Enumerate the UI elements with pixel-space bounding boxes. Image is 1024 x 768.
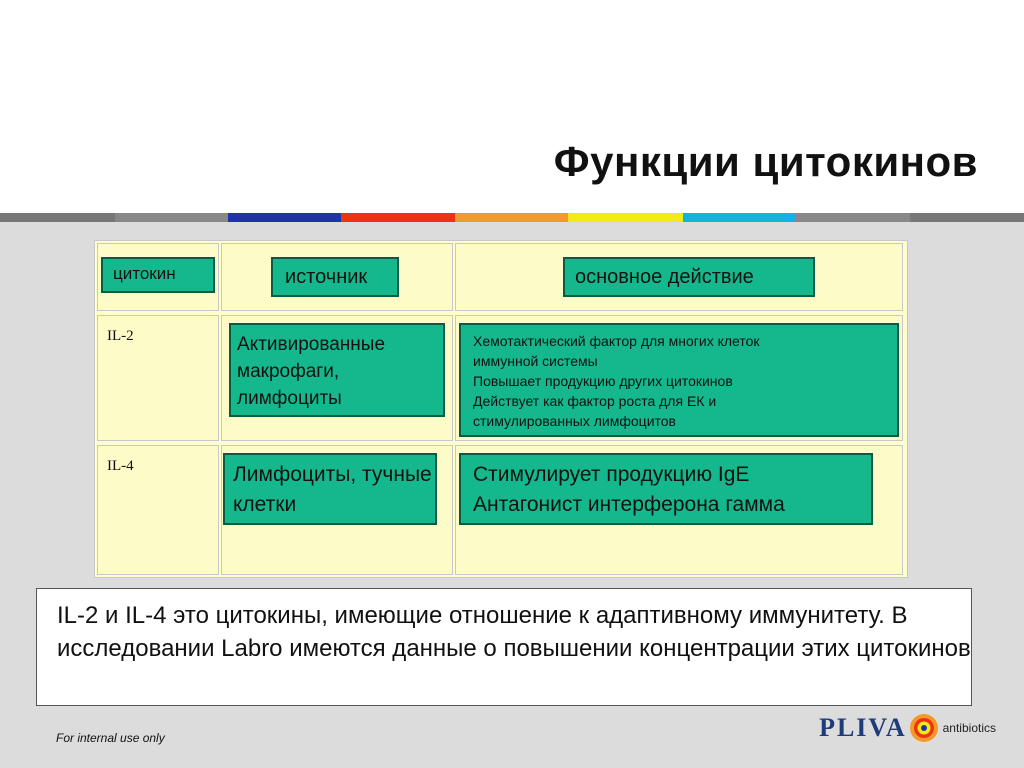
internal-use-note: For internal use only	[56, 731, 165, 745]
swirl-logo-icon	[909, 713, 939, 743]
row2-action-line: Стимулирует продукцию IgE	[473, 463, 750, 486]
logo-subtitle: antibiotics	[942, 721, 996, 735]
row1-source-box	[229, 323, 445, 417]
row1-action-line: иммунной системы	[473, 353, 598, 369]
pliva-logo	[819, 710, 996, 746]
header-label-action	[563, 257, 815, 297]
row1-action-line: Действует как фактор роста для ЕК и	[473, 393, 717, 409]
row1-cytokine-label: IL-2	[107, 328, 134, 344]
logo-brand: PLIVA	[819, 713, 907, 742]
header-label-cytokine	[101, 257, 215, 293]
stripe-seg-1	[0, 213, 115, 222]
header-area	[0, 0, 1024, 215]
row1-action-line: стимулированных лимфоцитов	[473, 413, 676, 429]
summary-note: IL-2 и IL-4 это цитокины, имеющие отношение к адаптивному иммунитету. В исследовании Labro имеются данные о повышении концентрации этих цитокинов	[36, 588, 972, 706]
stripe-seg-4	[341, 213, 455, 222]
row1-source-text: Активированные макрофаги, лимфоциты	[237, 334, 386, 409]
stripe-seg-5	[455, 213, 568, 222]
stripe-seg-3	[228, 213, 341, 222]
row1-action-line: Хемотактический фактор для многих клеток	[473, 333, 760, 349]
stripe-seg-6	[568, 213, 683, 222]
row1-action-box	[459, 323, 899, 437]
page-title: Функции цитокинов	[553, 138, 978, 185]
header-text-action: основное действие	[575, 266, 754, 288]
stripe-seg-2	[115, 213, 228, 222]
stripe-seg-8	[796, 213, 910, 222]
header-text-cytokine: цитокин	[113, 264, 176, 283]
row2-source-text: Лимфоциты, тучные клетки	[233, 463, 432, 516]
header-text-source: источник	[285, 266, 368, 288]
stripe-seg-9	[910, 213, 1024, 222]
row2-action-line: Антагонист интерферона гамма	[473, 493, 785, 516]
header-label-source	[271, 257, 399, 297]
color-stripe	[0, 213, 1024, 222]
row2-action-box	[459, 453, 873, 525]
row1-action-line: Повышает продукцию других цитокинов	[473, 373, 733, 389]
row2-source-box	[223, 453, 437, 525]
row2-cytokine-label: IL-4	[107, 458, 134, 474]
cytokine-table	[94, 240, 908, 578]
stripe-seg-7	[683, 213, 796, 222]
